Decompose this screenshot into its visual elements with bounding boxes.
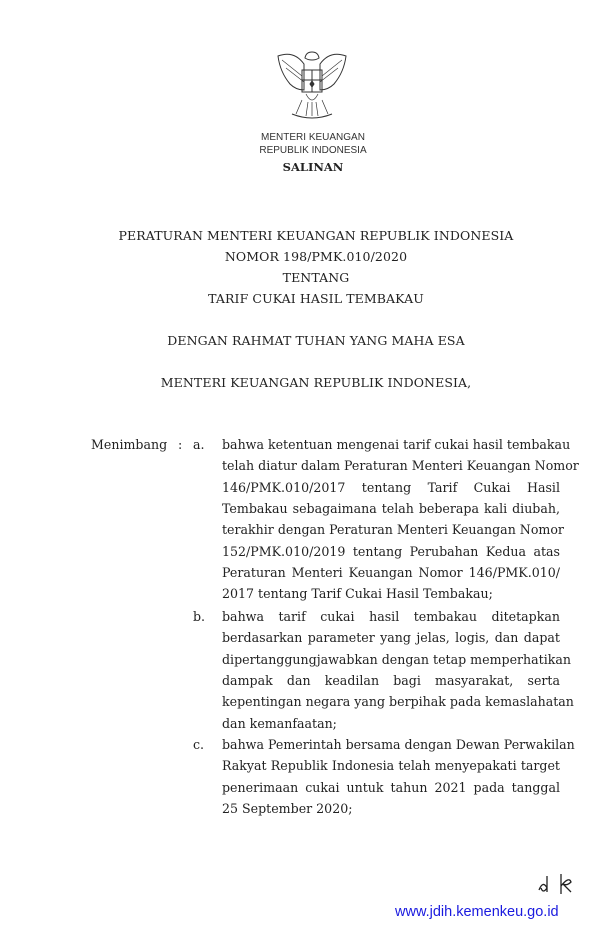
regulation-number: NOMOR 198/PMK.010/2020 xyxy=(224,249,408,264)
item-text-line: Peraturan Menteri Keuangan Nomor 146/PMK.010/ xyxy=(222,564,560,580)
item-marker: c. xyxy=(193,737,205,752)
institution-line-1: MENTERI KEUANGAN xyxy=(261,132,365,143)
salinan-stamp: SALINAN xyxy=(282,160,344,174)
garuda-emblem xyxy=(272,44,352,124)
item-text-line: berdasarkan parameter yang jelas, logis, dan dapat xyxy=(222,630,560,646)
item-text-line: 152/PMK.010/2019 tentang Perubahan Kedua atas xyxy=(222,543,560,559)
considering-colon: : xyxy=(178,437,183,452)
item-text-line: bahwa Pemerintah bersama dengan Dewan Perwakilan xyxy=(222,737,575,752)
regulation-title: PERATURAN MENTERI KEUANGAN REPUBLIK INDONESIA xyxy=(118,228,514,243)
item-marker: a. xyxy=(193,437,205,452)
paraf-initials xyxy=(535,872,575,903)
item-text-line: bahwa tarif cukai hasil tembakau ditetapkan xyxy=(222,609,560,624)
item-text-line: Rakyat Republik Indonesia telah menyepakati target xyxy=(222,758,560,774)
item-text-line: dampak dan keadilan bagi masyarakat, serta xyxy=(222,672,560,688)
item-text-line: penerimaan cukai untuk tahun 2021 pada tanggal xyxy=(222,779,560,795)
considering-label: Menimbang xyxy=(91,437,168,452)
item-text-line: dipertanggungjawabkan dengan tetap memperhatikan xyxy=(222,651,572,667)
item-text-line: 146/PMK.010/2017 tentang Tarif Cukai Hasil xyxy=(222,479,560,495)
authority: MENTERI KEUANGAN REPUBLIK INDONESIA, xyxy=(160,375,472,390)
item-text-line: terakhir dengan Peraturan Menteri Keuangan Nomor xyxy=(222,522,564,538)
item-text-line: telah diatur dalam Peraturan Menteri Keuangan Nomor xyxy=(222,458,579,474)
item-text-line: 2017 tentang Tarif Cukai Hasil Tembakau; xyxy=(222,586,493,602)
jdih-url-link[interactable]: www.jdih.kemenkeu.go.id xyxy=(395,904,559,920)
item-text-line: bahwa ketentuan mengenai tarif cukai hasil tembakau xyxy=(222,437,571,452)
item-text-line: dan kemanfaatan; xyxy=(222,715,337,731)
item-marker: b. xyxy=(193,609,206,624)
regulation-subject: TARIF CUKAI HASIL TEMBAKAU xyxy=(208,291,424,306)
institution-name xyxy=(258,131,368,157)
item-text-line: Tembakau sebagaimana telah beberapa kali diubah, xyxy=(222,500,560,516)
preamble: DENGAN RAHMAT TUHAN YANG MAHA ESA xyxy=(167,333,465,348)
item-text-line: kepentingan negara yang berpihak pada kemaslahatan xyxy=(222,694,574,710)
regulation-about: TENTANG xyxy=(282,270,350,285)
item-text-line: 25 September 2020; xyxy=(222,800,353,816)
institution-line-2: REPUBLIK INDONESIA xyxy=(259,145,367,156)
